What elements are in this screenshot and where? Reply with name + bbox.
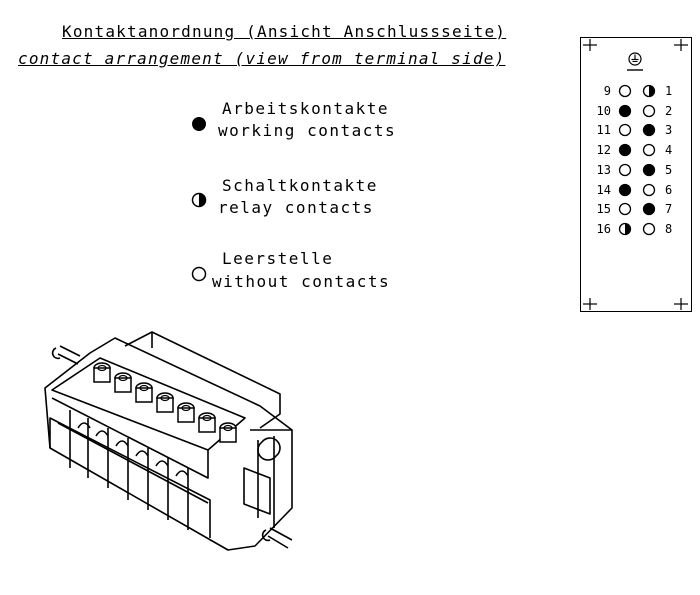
pin-6-empty-icon (641, 182, 657, 198)
pin-number-6: 6 (665, 182, 673, 197)
relay-contact-symbol (189, 190, 209, 210)
pin-number-16: 16 (596, 221, 611, 236)
pin-number-2: 2 (665, 103, 673, 118)
pin-10-filled-icon (617, 103, 633, 119)
ground-icon (625, 50, 645, 74)
pin-9-empty-icon (617, 83, 633, 99)
pin-number-12: 12 (596, 143, 611, 158)
pin-number-14: 14 (596, 182, 611, 197)
pin-number-10: 10 (596, 103, 611, 118)
title-german: Kontaktanordnung (Ansicht Anschlussseite) (62, 22, 507, 41)
pin-number-9: 9 (603, 84, 611, 98)
legend-relay-de: Schaltkontakte (222, 176, 378, 195)
pin-11-empty-icon (617, 122, 633, 138)
pin-number-8: 8 (665, 221, 673, 236)
pin-13-empty-icon (617, 162, 633, 178)
pin-number-4: 4 (665, 143, 673, 158)
pin-16-half-icon (617, 221, 633, 237)
pin-number-15: 15 (596, 202, 611, 217)
legend-working-en: working contacts (218, 121, 397, 140)
title-english: contact arrangement (view from terminal side) (18, 49, 506, 68)
pin-14-filled-icon (617, 182, 633, 198)
pin-15-empty-icon (617, 201, 633, 217)
pin-12-filled-icon (617, 142, 633, 158)
pin-number-5: 5 (665, 162, 673, 177)
legend-empty-de: Leerstelle (222, 249, 334, 268)
pin-number-3: 3 (665, 123, 673, 138)
empty-position-symbol (189, 264, 209, 284)
connector-insert-drawing (30, 318, 310, 558)
pin-3-filled-icon (641, 122, 657, 138)
contact-arrangement-panel (580, 37, 692, 312)
pin-4-empty-icon (641, 142, 657, 158)
pin-2-empty-icon (641, 103, 657, 119)
pin-number-1: 1 (665, 84, 673, 98)
pin-number-7: 7 (665, 202, 673, 217)
pin-1-half-icon (641, 83, 657, 99)
pin-number-11: 11 (596, 123, 611, 138)
working-contact-symbol (189, 114, 209, 134)
pin-5-filled-icon (641, 162, 657, 178)
pin-number-13: 13 (596, 162, 611, 177)
legend-working-de: Arbeitskontakte (222, 99, 389, 118)
legend-empty-en: without contacts (212, 272, 391, 291)
pin-8-empty-icon (641, 221, 657, 237)
pin-7-filled-icon (641, 201, 657, 217)
legend-relay-en: relay contacts (218, 198, 374, 217)
